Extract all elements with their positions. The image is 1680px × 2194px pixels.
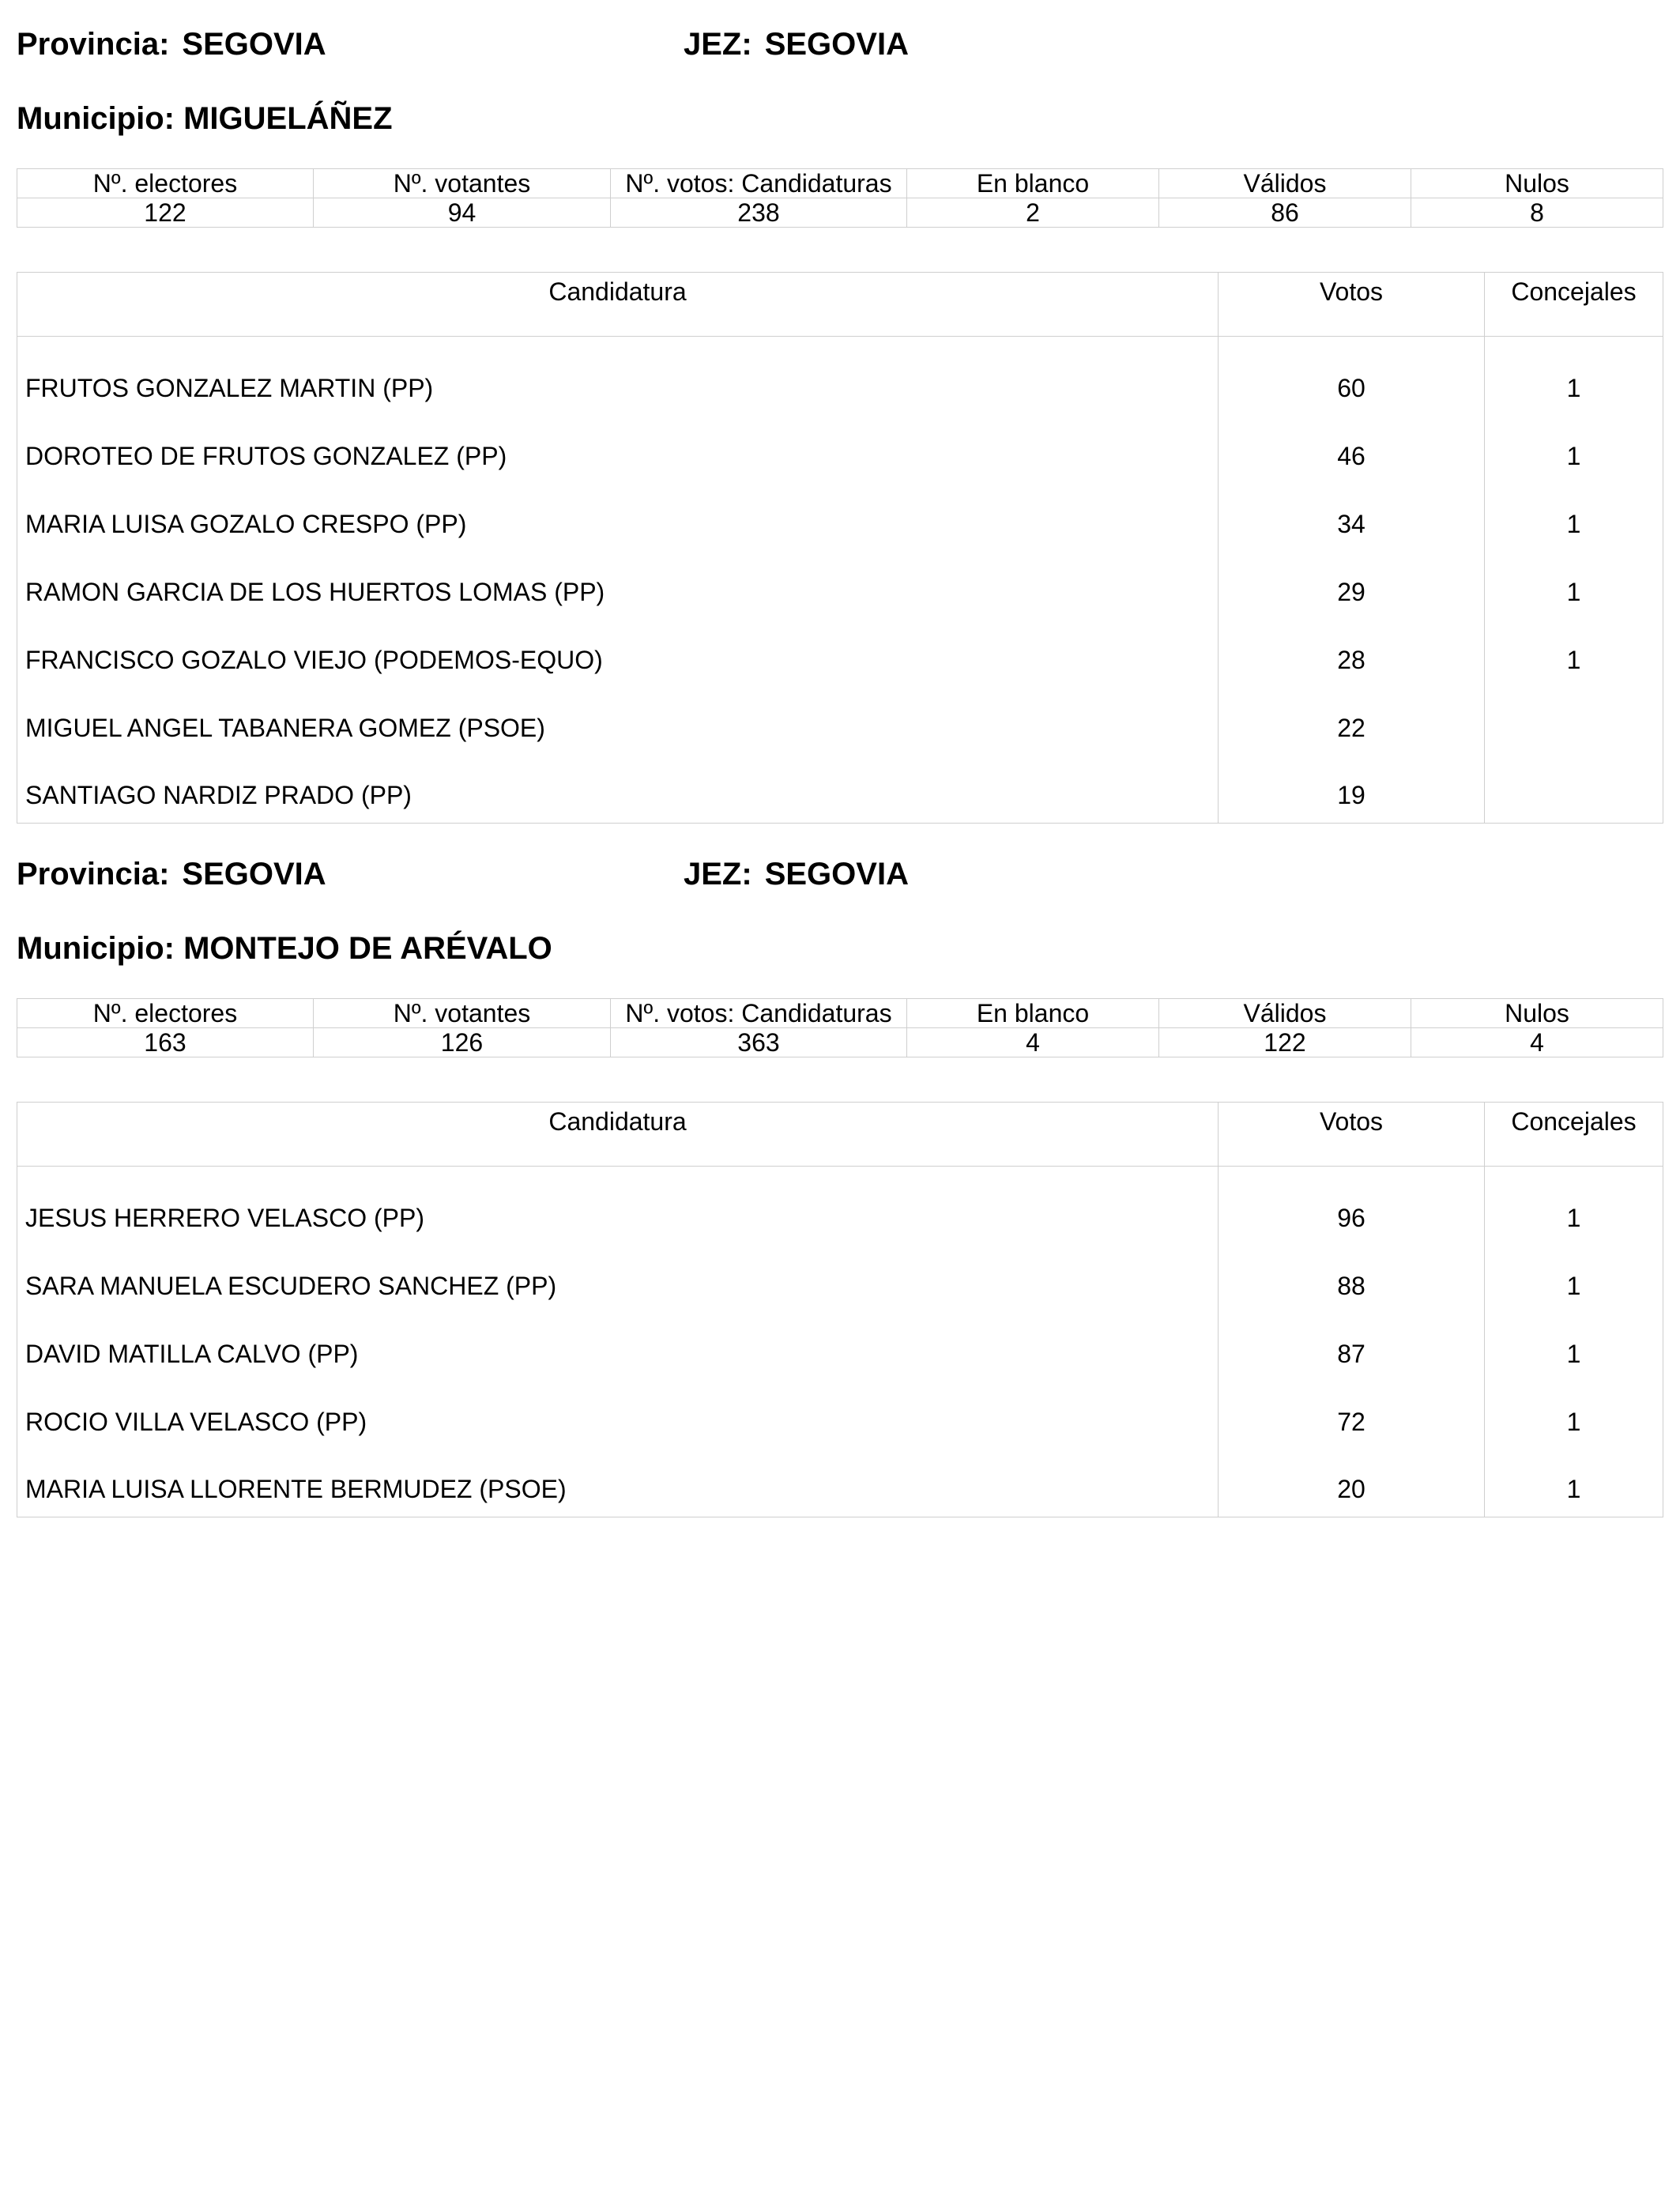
candidates-table (17, 1102, 1663, 1517)
stats-header-row (17, 169, 1663, 198)
jez-value: SEGOVIA (764, 27, 909, 62)
jez-heading (684, 22, 909, 66)
candidate-name: DAVID MATILLA CALVO (PP) (17, 1314, 1219, 1382)
candidates-table (17, 272, 1663, 824)
stats-value: 8 (1411, 198, 1663, 228)
header-votos: Votos (1219, 273, 1485, 337)
candidate-votos: 88 (1219, 1246, 1485, 1314)
jez-label: JEZ: (684, 27, 752, 62)
header-line (17, 22, 1663, 66)
stats-value: 238 (611, 198, 907, 228)
municipio-heading (17, 96, 393, 141)
stats-value: 163 (17, 1028, 314, 1057)
candidate-concejales (1485, 756, 1663, 824)
stats-header: Válidos (1159, 999, 1411, 1028)
candidate-name: JESUS HERRERO VELASCO (PP) (17, 1167, 1219, 1246)
candidate-name: SARA MANUELA ESCUDERO SANCHEZ (PP) (17, 1246, 1219, 1314)
header-line (17, 852, 1663, 896)
stats-value: 4 (1411, 1028, 1663, 1057)
stats-header: Nulos (1411, 169, 1663, 198)
stats-value: 86 (1159, 198, 1411, 228)
candidate-row (17, 1246, 1663, 1314)
stats-value: 363 (611, 1028, 907, 1057)
municipio-section (17, 22, 1663, 809)
jez-value: SEGOVIA (764, 857, 909, 892)
candidate-row (17, 620, 1663, 688)
stats-header: Nº. votantes (314, 999, 611, 1028)
jez-heading (684, 852, 909, 896)
provincia-heading (17, 852, 326, 896)
stats-header: Nº. votantes (314, 169, 611, 198)
stats-header: Nº. votos: Candidaturas (611, 999, 907, 1028)
candidate-votos: 29 (1219, 552, 1485, 620)
candidate-concejales (1485, 688, 1663, 756)
candidate-concejales: 1 (1485, 416, 1663, 484)
candidate-row (17, 1382, 1663, 1449)
candidate-row (17, 756, 1663, 824)
header-concejales: Concejales (1485, 1103, 1663, 1167)
candidate-votos: 34 (1219, 484, 1485, 552)
candidate-row (17, 416, 1663, 484)
candidates-header-row (17, 273, 1663, 337)
candidate-row (17, 484, 1663, 552)
header-concejales: Concejales (1485, 273, 1663, 337)
municipio-value: MONTEJO DE ARÉVALO (183, 931, 552, 966)
candidate-concejales: 1 (1485, 552, 1663, 620)
candidate-name: MARIA LUISA LLORENTE BERMUDEZ (PSOE) (17, 1449, 1219, 1517)
stats-header-row (17, 999, 1663, 1028)
candidate-name: ROCIO VILLA VELASCO (PP) (17, 1382, 1219, 1449)
candidate-votos: 19 (1219, 756, 1485, 824)
candidate-concejales: 1 (1485, 1314, 1663, 1382)
stats-value: 122 (17, 198, 314, 228)
candidate-name: FRUTOS GONZALEZ MARTIN (PP) (17, 337, 1219, 416)
candidate-row (17, 552, 1663, 620)
municipio-section (17, 852, 1663, 1503)
stats-value: 2 (907, 198, 1159, 228)
candidate-votos: 20 (1219, 1449, 1485, 1517)
municipio-value: MIGUELÁÑEZ (183, 101, 393, 136)
header-candidatura: Candidatura (17, 273, 1219, 337)
provincia-value: SEGOVIA (182, 857, 326, 892)
candidate-name: MARIA LUISA GOZALO CRESPO (PP) (17, 484, 1219, 552)
candidate-votos: 46 (1219, 416, 1485, 484)
candidates-header-row (17, 1103, 1663, 1167)
candidate-row (17, 1449, 1663, 1517)
provincia-heading (17, 22, 326, 66)
stats-header: Nº. votos: Candidaturas (611, 169, 907, 198)
candidate-concejales: 1 (1485, 1382, 1663, 1449)
candidate-name: RAMON GARCIA DE LOS HUERTOS LOMAS (PP) (17, 552, 1219, 620)
municipio-label: Municipio: (17, 931, 175, 966)
header-votos: Votos (1219, 1103, 1485, 1167)
stats-value: 126 (314, 1028, 611, 1057)
candidate-row (17, 1167, 1663, 1246)
provincia-label: Provincia: (17, 857, 170, 892)
municipio-heading (17, 926, 552, 971)
candidate-concejales: 1 (1485, 620, 1663, 688)
header-candidatura: Candidatura (17, 1103, 1219, 1167)
candidate-concejales: 1 (1485, 1246, 1663, 1314)
stats-header: En blanco (907, 169, 1159, 198)
jez-label: JEZ: (684, 857, 752, 892)
stats-header: Válidos (1159, 169, 1411, 198)
stats-table (17, 168, 1663, 228)
candidate-votos: 22 (1219, 688, 1485, 756)
candidate-row (17, 337, 1663, 416)
candidate-name: DOROTEO DE FRUTOS GONZALEZ (PP) (17, 416, 1219, 484)
stats-header: En blanco (907, 999, 1159, 1028)
stats-value: 4 (907, 1028, 1159, 1057)
stats-value-row (17, 1028, 1663, 1057)
stats-value: 94 (314, 198, 611, 228)
candidate-row (17, 688, 1663, 756)
candidate-concejales: 1 (1485, 1167, 1663, 1246)
candidate-name: FRANCISCO GOZALO VIEJO (PODEMOS-EQUO) (17, 620, 1219, 688)
candidate-row (17, 1314, 1663, 1382)
candidate-votos: 28 (1219, 620, 1485, 688)
candidate-concejales: 1 (1485, 484, 1663, 552)
candidate-votos: 87 (1219, 1314, 1485, 1382)
stats-header: Nº. electores (17, 169, 314, 198)
stats-header: Nulos (1411, 999, 1663, 1028)
candidate-name: SANTIAGO NARDIZ PRADO (PP) (17, 756, 1219, 824)
candidate-votos: 72 (1219, 1382, 1485, 1449)
provincia-value: SEGOVIA (182, 27, 326, 62)
stats-header: Nº. electores (17, 999, 314, 1028)
candidate-votos: 60 (1219, 337, 1485, 416)
stats-table (17, 998, 1663, 1057)
candidate-concejales: 1 (1485, 1449, 1663, 1517)
municipio-label: Municipio: (17, 101, 175, 136)
candidate-name: MIGUEL ANGEL TABANERA GOMEZ (PSOE) (17, 688, 1219, 756)
stats-value-row (17, 198, 1663, 228)
provincia-label: Provincia: (17, 27, 170, 62)
stats-value: 122 (1159, 1028, 1411, 1057)
candidate-concejales: 1 (1485, 337, 1663, 416)
candidate-votos: 96 (1219, 1167, 1485, 1246)
